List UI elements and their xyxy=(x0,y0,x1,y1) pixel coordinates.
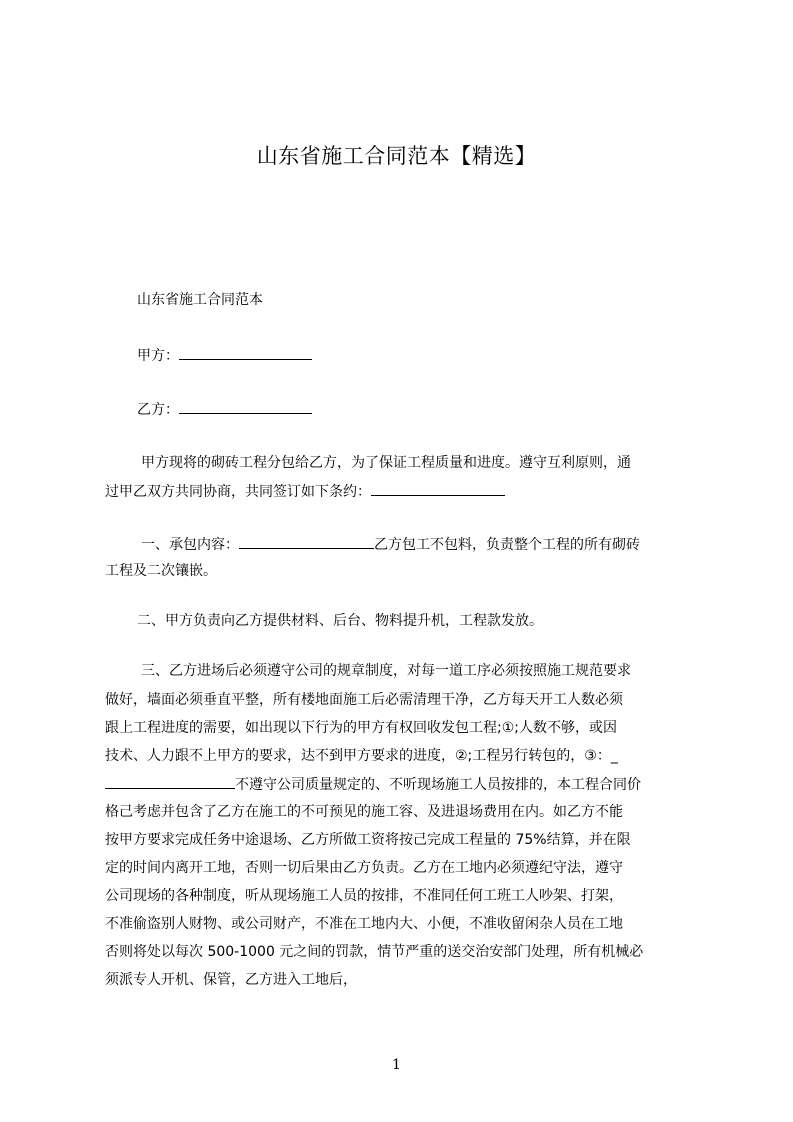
clause3-line-8: 定的时间内离开工地，否则一切后果由乙方负责。乙方在工地内必须遵纪守法，遵守 xyxy=(105,860,623,876)
clause3-line-10: 不准偷盗别人财物、或公司财产，不准在工地内大、小便，不准收留闲杂人员在工地 xyxy=(105,916,623,932)
intro-line-1: 甲方现将的砌砖工程分包给乙方，为了保证工程质量和进度。遵守互利原则，通 xyxy=(141,455,631,471)
clause3-line-6: 格己考虑并包含了乙方在施工的不可预见的施工容、及进退场费用在内。如乙方不能 xyxy=(105,804,623,820)
clause3-blank xyxy=(105,774,235,789)
clause3-line-1: 三、乙方进场后必须遵守公司的规章制度，对每一道工序必须按照施工规范要求 xyxy=(141,663,631,679)
clause3-line-3: 跟上工程进度的需要，如出现以下行为的甲方有权回收发包工程;①;人数不够，或因 xyxy=(105,720,617,736)
clause3-line-5 xyxy=(105,774,705,795)
party-b-blank xyxy=(179,399,312,414)
clause2-line: 二、甲方负责向乙方提供材料、后台、物料提升机，工程款发放。 xyxy=(137,613,543,629)
clause1-line-1 xyxy=(105,534,741,555)
intro-blank xyxy=(371,481,505,496)
clause1-line-2: 工程及二次镶嵌。 xyxy=(105,563,217,579)
intro-line-2-text: 过甲乙双方共同协商，共同签订如下条约： xyxy=(105,484,371,500)
clause1-prefix: 一、承包内容： xyxy=(141,537,239,553)
party-a-line xyxy=(105,345,737,366)
clause3-line-12: 须派专人开机、保管，乙方进入工地后， xyxy=(105,972,357,988)
clause1-suffix: 乙方包工不包料，负责整个工程的所有砌砖 xyxy=(374,537,640,553)
document-title: 山东省施工合同范本【精选】 xyxy=(256,144,537,168)
document-subtitle: 山东省施工合同范本 xyxy=(137,292,263,308)
clause3-line-4: 技术、人力跟不上甲方的要求，达不到甲方要求的进度，②;工程另行转包的，③：_ xyxy=(105,748,618,764)
page-number: 1 xyxy=(392,1057,401,1073)
clause3-line-9: 公司现场的各种制度，听从现场施工人员的按排，不准同任何工班工人吵架、打架， xyxy=(105,888,623,904)
party-b-label: 乙方： xyxy=(137,402,179,418)
intro-line-2 xyxy=(105,481,705,502)
party-b-line xyxy=(105,399,737,420)
party-a-label: 甲方： xyxy=(137,348,179,364)
party-a-blank xyxy=(179,345,312,360)
clause3-line-5-text: 不遵守公司质量规定的、不听现场施工人员按排的，本工程合同价 xyxy=(235,777,641,793)
clause1-blank xyxy=(239,534,374,549)
clause3-line-7: 按甲方要求完成任务中途退场、乙方所做工资将按己完成工程量的 75%结算，并在限 xyxy=(105,832,631,848)
clause3-line-11: 否则将处以每次 500-1000 元之间的罚款，情节严重的送交治安部门处理，所有机械必 xyxy=(105,944,644,960)
clause3-line-2: 做好，墙面必须垂直平整，所有楼地面施工后必需清理干净，乙方每天开工人数必须 xyxy=(105,692,623,708)
